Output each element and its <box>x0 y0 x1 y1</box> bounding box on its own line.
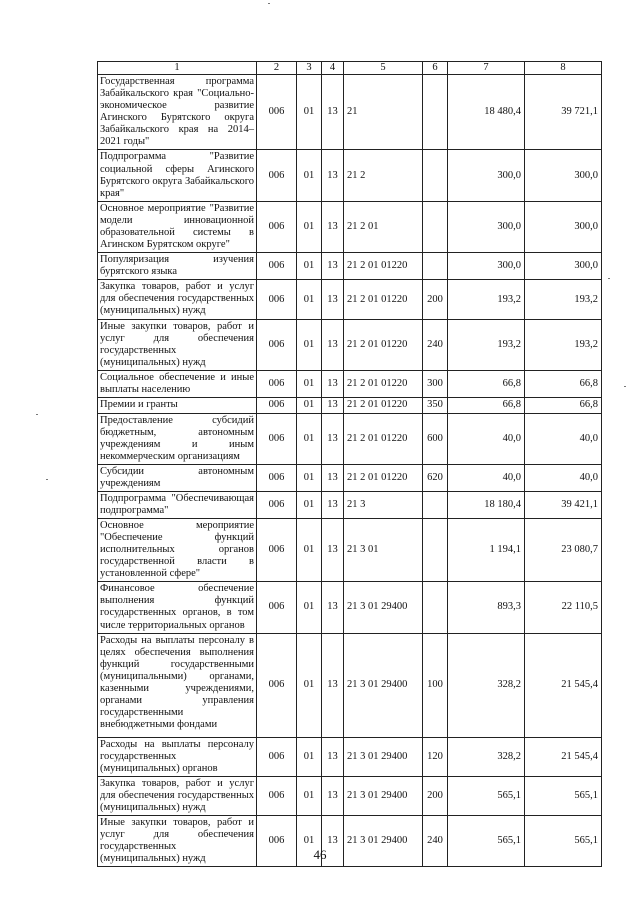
cell-code-4: 13 <box>322 75 344 150</box>
cell-code-3: 01 <box>297 633 322 737</box>
cell-code-4: 13 <box>322 320 344 371</box>
cell-sum-7: 300,0 <box>448 150 525 201</box>
cell-code-6 <box>423 491 448 518</box>
cell-code-3: 01 <box>297 464 322 491</box>
cell-code-6: 100 <box>423 633 448 737</box>
cell-code-6 <box>423 252 448 279</box>
cell-sum-8: 39 421,1 <box>525 491 602 518</box>
cell-name: Государственная программа Забайкальского края "Социально-экономическое развитие Агинского Бурятского округа Забайкальского края на 2014–2021 годы" <box>98 75 257 150</box>
cell-code-6: 600 <box>423 413 448 464</box>
cell-code-5: 21 2 01 01220 <box>344 320 423 371</box>
cell-code-6 <box>423 519 448 582</box>
cell-sum-7: 193,2 <box>448 320 525 371</box>
cell-code-5: 21 3 01 <box>344 519 423 582</box>
cell-code-2: 006 <box>257 252 297 279</box>
cell-code-2: 006 <box>257 464 297 491</box>
table-row <box>98 491 602 518</box>
cell-sum-8: 39 721,1 <box>525 75 602 150</box>
cell-code-4: 13 <box>322 252 344 279</box>
cell-code-5: 21 2 01 01220 <box>344 464 423 491</box>
table-row <box>98 320 602 371</box>
cell-sum-7: 300,0 <box>448 252 525 279</box>
cell-code-2: 006 <box>257 320 297 371</box>
cell-code-6: 620 <box>423 464 448 491</box>
cell-sum-7: 40,0 <box>448 464 525 491</box>
table-row <box>98 413 602 464</box>
cell-code-2: 006 <box>257 737 297 776</box>
cell-code-2: 006 <box>257 201 297 252</box>
table-row <box>98 75 602 150</box>
cell-sum-7: 18 180,4 <box>448 491 525 518</box>
cell-code-2: 006 <box>257 633 297 737</box>
cell-code-4: 13 <box>322 737 344 776</box>
cell-name: Закупка товаров, работ и услуг для обеспечения государственных (муниципальных) нужд <box>98 280 257 320</box>
cell-name: Иные закупки товаров, работ и услуг для обеспечения государственных (муниципальных) нужд <box>98 815 257 866</box>
cell-code-6: 200 <box>423 280 448 320</box>
cell-sum-7: 40,0 <box>448 413 525 464</box>
cell-code-3: 01 <box>297 320 322 371</box>
cell-code-2: 006 <box>257 280 297 320</box>
scan-speck <box>36 414 38 415</box>
cell-code-6: 240 <box>423 320 448 371</box>
cell-name: Подпрограмма "Развитие социальной сферы Агинского Бурятского округа Забайкальского края" <box>98 150 257 201</box>
cell-code-4: 13 <box>322 413 344 464</box>
cell-sum-8: 40,0 <box>525 413 602 464</box>
cell-name: Подпрограмма "Обеспечивающая подпрограмма" <box>98 491 257 518</box>
cell-sum-7: 328,2 <box>448 633 525 737</box>
cell-code-3: 01 <box>297 815 322 866</box>
cell-sum-7: 565,1 <box>448 776 525 815</box>
cell-code-4: 13 <box>322 582 344 633</box>
cell-code-2: 006 <box>257 75 297 150</box>
cell-sum-7: 565,1 <box>448 815 525 866</box>
column-header: 2 <box>257 62 297 75</box>
cell-code-3: 01 <box>297 398 322 413</box>
cell-code-5: 21 3 <box>344 491 423 518</box>
cell-name: Закупка товаров, работ и услуг для обеспечения государственных (муниципальных) нужд <box>98 776 257 815</box>
cell-code-4: 13 <box>322 201 344 252</box>
cell-code-4: 13 <box>322 371 344 398</box>
cell-code-5: 21 2 01 01220 <box>344 398 423 413</box>
cell-code-3: 01 <box>297 201 322 252</box>
table-row <box>98 398 602 413</box>
cell-code-6: 300 <box>423 371 448 398</box>
cell-sum-8: 23 080,7 <box>525 519 602 582</box>
cell-code-3: 01 <box>297 491 322 518</box>
cell-code-4: 13 <box>322 633 344 737</box>
column-header: 3 <box>297 62 322 75</box>
column-header: 5 <box>344 62 423 75</box>
cell-name: Основное мероприятие "Развитие модели инновационной образовательной системы в Агинском Бурятском округе" <box>98 201 257 252</box>
page-number: 46 <box>313 847 327 862</box>
cell-code-4: 13 <box>322 519 344 582</box>
cell-code-6: 200 <box>423 776 448 815</box>
table-row <box>98 280 602 320</box>
cell-code-6 <box>423 75 448 150</box>
cell-sum-8: 300,0 <box>525 201 602 252</box>
cell-code-2: 006 <box>257 150 297 201</box>
cell-code-5: 21 3 01 29400 <box>344 582 423 633</box>
cell-code-6: 120 <box>423 737 448 776</box>
cell-sum-8: 66,8 <box>525 398 602 413</box>
cell-code-3: 01 <box>297 75 322 150</box>
cell-code-5: 21 3 01 29400 <box>344 815 423 866</box>
column-header: 8 <box>525 62 602 75</box>
cell-sum-8: 21 545,4 <box>525 737 602 776</box>
cell-sum-7: 66,8 <box>448 371 525 398</box>
cell-name: Расходы на выплаты персоналу государственных (муниципальных) органов <box>98 737 257 776</box>
cell-sum-8: 22 110,5 <box>525 582 602 633</box>
cell-code-3: 01 <box>297 519 322 582</box>
cell-name: Иные закупки товаров, работ и услуг для обеспечения государственных (муниципальных) нужд <box>98 320 257 371</box>
cell-code-6 <box>423 201 448 252</box>
cell-code-5: 21 <box>344 75 423 150</box>
cell-sum-8: 21 545,4 <box>525 633 602 737</box>
cell-name: Основное мероприятие "Обеспечение функций исполнительных органов государственной власти в установленной сфере" <box>98 519 257 582</box>
cell-code-3: 01 <box>297 582 322 633</box>
header-row <box>98 62 602 75</box>
cell-code-4: 13 <box>322 280 344 320</box>
table-row <box>98 252 602 279</box>
cell-code-3: 01 <box>297 150 322 201</box>
cell-code-2: 006 <box>257 519 297 582</box>
cell-code-4: 13 <box>322 776 344 815</box>
cell-name: Премии и гранты <box>98 398 257 413</box>
table-row <box>98 464 602 491</box>
cell-sum-7: 300,0 <box>448 201 525 252</box>
cell-code-2: 006 <box>257 776 297 815</box>
column-header: 7 <box>448 62 525 75</box>
cell-name: Расходы на выплаты персоналу в целях обеспечения выполнения функций государственными (муниципальными) органами, казенными учреждениями, органами управления государственными внебюджетными фондами <box>98 633 257 737</box>
table-row <box>98 371 602 398</box>
cell-code-4: 13 <box>322 150 344 201</box>
table-row <box>98 150 602 201</box>
table-row <box>98 776 602 815</box>
table-row <box>98 201 602 252</box>
column-header: 1 <box>98 62 257 75</box>
cell-code-2: 006 <box>257 815 297 866</box>
cell-code-5: 21 2 <box>344 150 423 201</box>
cell-name: Популяризация изучения бурятского языка <box>98 252 257 279</box>
table-row <box>98 737 602 776</box>
cell-name: Предоставление субсидий бюджетным, автономным учреждениям и иным некоммерческим организациям <box>98 413 257 464</box>
cell-sum-8: 300,0 <box>525 150 602 201</box>
cell-code-6 <box>423 582 448 633</box>
cell-code-4: 13 <box>322 398 344 413</box>
budget-table <box>97 61 602 867</box>
cell-code-5: 21 2 01 01220 <box>344 280 423 320</box>
cell-name: Финансовое обеспечение выполнения функций государственных органов, в том числе территориальных органов <box>98 582 257 633</box>
cell-code-5: 21 2 01 01220 <box>344 252 423 279</box>
column-header: 6 <box>423 62 448 75</box>
scan-speck <box>46 479 48 480</box>
cell-sum-8: 66,8 <box>525 371 602 398</box>
scan-speck <box>624 386 626 387</box>
cell-code-3: 01 <box>297 737 322 776</box>
cell-code-4: 13 <box>322 815 344 866</box>
cell-sum-8: 193,2 <box>525 320 602 371</box>
cell-code-6 <box>423 150 448 201</box>
cell-code-5: 21 3 01 29400 <box>344 776 423 815</box>
cell-sum-8: 565,1 <box>525 815 602 866</box>
cell-sum-8: 565,1 <box>525 776 602 815</box>
cell-sum-7: 66,8 <box>448 398 525 413</box>
cell-code-2: 006 <box>257 582 297 633</box>
cell-sum-8: 40,0 <box>525 464 602 491</box>
cell-code-6: 240 <box>423 815 448 866</box>
cell-code-3: 01 <box>297 371 322 398</box>
table-row <box>98 519 602 582</box>
cell-sum-7: 18 480,4 <box>448 75 525 150</box>
cell-code-3: 01 <box>297 413 322 464</box>
cell-code-2: 006 <box>257 491 297 518</box>
cell-code-3: 01 <box>297 252 322 279</box>
cell-code-5: 21 3 01 29400 <box>344 737 423 776</box>
cell-code-5: 21 3 01 29400 <box>344 633 423 737</box>
cell-code-5: 21 2 01 01220 <box>344 371 423 398</box>
cell-sum-7: 193,2 <box>448 280 525 320</box>
cell-code-2: 006 <box>257 413 297 464</box>
table-row <box>98 582 602 633</box>
cell-code-3: 01 <box>297 280 322 320</box>
cell-code-3: 01 <box>297 776 322 815</box>
cell-code-2: 006 <box>257 371 297 398</box>
cell-code-2: 006 <box>257 398 297 413</box>
cell-code-4: 13 <box>322 464 344 491</box>
cell-code-4: 13 <box>322 491 344 518</box>
cell-name: Социальное обеспечение и иные выплаты населению <box>98 371 257 398</box>
cell-sum-8: 300,0 <box>525 252 602 279</box>
cell-name: Субсидии автономным учреждениям <box>98 464 257 491</box>
cell-sum-7: 1 194,1 <box>448 519 525 582</box>
cell-code-5: 21 2 01 01220 <box>344 413 423 464</box>
cell-sum-7: 893,3 <box>448 582 525 633</box>
cell-code-6: 350 <box>423 398 448 413</box>
column-header: 4 <box>322 62 344 75</box>
cell-sum-7: 328,2 <box>448 737 525 776</box>
table-row <box>98 633 602 737</box>
cell-sum-8: 193,2 <box>525 280 602 320</box>
scan-speck <box>268 3 270 4</box>
cell-code-5: 21 2 01 <box>344 201 423 252</box>
scan-speck <box>608 278 610 279</box>
